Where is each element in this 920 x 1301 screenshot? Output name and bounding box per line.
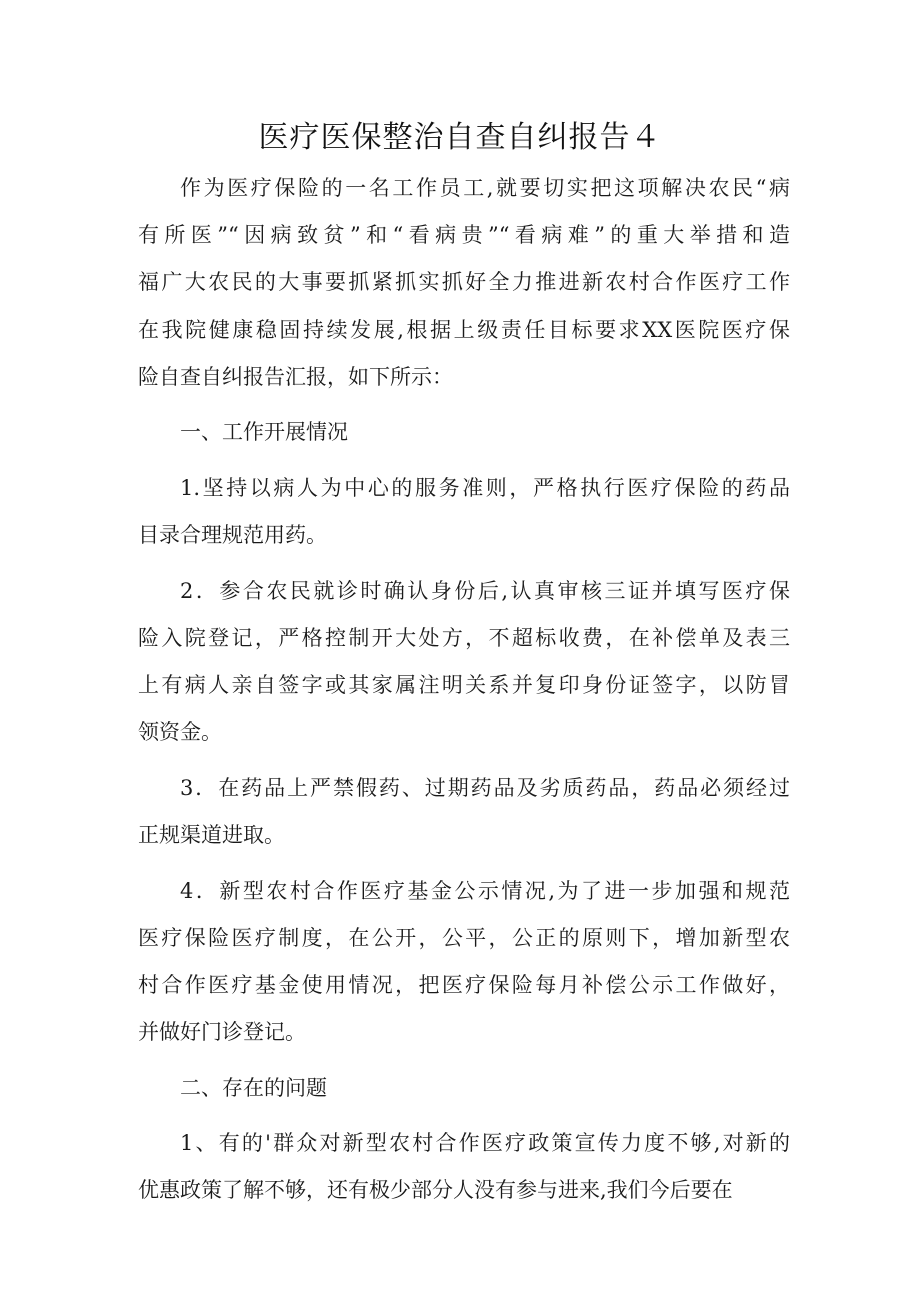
text-line: 险入院登记，严格控制开大处方，不超标收费，在补偿单及表三 <box>138 625 790 650</box>
paragraph <box>138 868 790 1057</box>
text-line: 险自查自纠报告汇报，如下所示： <box>138 364 453 389</box>
text-line: 1、有的'群众对新型农村合作医疗政策宣传力度不够,对新的 <box>180 1131 790 1156</box>
text-line: 二、存在的问题 <box>180 1075 327 1100</box>
paragraph <box>138 568 790 757</box>
text-line: 优惠政策了解不够，还有极少部分人没有参与进来,我们今后要在 <box>138 1178 733 1203</box>
text-line: 正规渠道进取。 <box>138 823 285 847</box>
text-line: 并做好门诊登记。 <box>138 1020 306 1045</box>
document-title: 医疗医保整治自查自纠报告４ <box>258 120 662 155</box>
text-line: 4．新型农村合作医疗基金公示情况,为了进一步加强和规范 <box>180 878 790 903</box>
text-line: 领资金。 <box>138 720 222 745</box>
text-line: 作为医疗保险的一名工作员工,就要切实把这项解决农民“病 <box>180 176 790 200</box>
paragraph <box>138 409 790 456</box>
text-line: 3．在药品上严禁假药、过期药品及劣质药品，药品必须经过 <box>180 775 790 800</box>
text-line: 有所医”“因病致贫”和“看病贵”“看病难”的重大举措和造 <box>138 223 790 248</box>
text-line: 1.坚持以病人为中心的服务准则，严格执行医疗保险的药品 <box>180 475 790 500</box>
paragraph <box>138 1065 790 1112</box>
text-line: 村合作医疗基金使用情况，把医疗保险每月补偿公示工作做好， <box>138 972 790 997</box>
paragraph <box>138 765 790 859</box>
text-line: 目录合理规范用药。 <box>138 523 327 548</box>
document-body <box>138 165 790 1223</box>
text-line: 医疗保险医疗制度，在公开，公平，公正的原则下，增加新型农 <box>138 925 790 950</box>
text-line: 一、工作开展情况 <box>180 420 348 445</box>
text-line: 福广大农民的大事要抓紧抓实抓好全力推进新农村合作医疗工作 <box>138 270 790 295</box>
paragraph <box>138 165 790 401</box>
text-line: 上有病人亲自签字或其家属注明关系并复印身份证签字，以防冒 <box>138 673 790 698</box>
paragraph <box>138 465 790 559</box>
text-line: 在我院健康稳固持续发展,根据上级责任目标要求XX医院医疗保 <box>138 317 790 342</box>
text-line: 2．参合农民就诊时确认身份后,认真审核三证并填写医疗保 <box>180 578 790 603</box>
paragraph <box>138 1120 790 1214</box>
